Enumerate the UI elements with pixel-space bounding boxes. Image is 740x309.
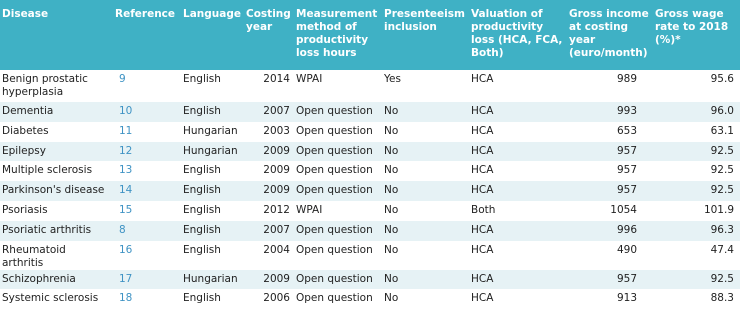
cell-costing-year: 2006	[263, 292, 290, 305]
cell-measurement-method: Open question	[296, 292, 373, 305]
cell-costing-year: 2007	[263, 223, 290, 236]
cell-wage-rate: 96.0	[710, 105, 734, 117]
cell-measurement-method: Open question	[296, 144, 373, 157]
cell-reference[interactable]: 18	[119, 292, 133, 305]
cell-reference[interactable]: 13	[119, 164, 133, 177]
cell-reference[interactable]: 11	[119, 124, 133, 137]
cell-costing-year: 2007	[263, 105, 290, 117]
table-row	[0, 142, 740, 162]
cell-measurement-method: WPAI	[296, 73, 323, 85]
cell-language: English	[183, 184, 221, 197]
cell-reference[interactable]: 8	[119, 223, 126, 236]
table-row	[0, 70, 740, 102]
cell-reference[interactable]: 17	[119, 272, 133, 285]
table-row	[0, 161, 740, 181]
cell-wage-rate: 95.6	[710, 73, 734, 85]
cell-measurement-method: Open question	[296, 243, 373, 256]
cell-gross-income: 989	[616, 73, 637, 85]
cell-presenteeism: No	[384, 164, 399, 177]
cell-presenteeism: No	[384, 203, 399, 216]
cell-wage-rate: 88.3	[710, 292, 734, 305]
table-row	[0, 181, 740, 201]
cell-valuation: HCA	[471, 144, 494, 157]
cell-measurement-method: Open question	[296, 124, 373, 137]
cell-costing-year: 2009	[263, 164, 290, 177]
table-row	[0, 289, 740, 309]
cell-presenteeism: No	[384, 292, 399, 305]
cell-valuation: HCA	[471, 184, 494, 197]
header-wage-rate: Gross wage rate to 2018 (%)*	[655, 8, 729, 46]
cell-presenteeism: No	[384, 124, 399, 137]
cell-measurement-method: Open question	[296, 164, 373, 177]
header-costing-year: Costing year	[246, 8, 291, 33]
header-valuation: Valuation of productivity loss (HCA, FCA, Both)	[471, 8, 563, 59]
table-row	[0, 241, 740, 270]
cell-language: English	[183, 292, 221, 305]
cell-costing-year: 2009	[263, 184, 290, 197]
header-measurement-method: Measurement method of productivity loss hours	[296, 8, 378, 59]
cell-valuation: HCA	[471, 272, 494, 285]
cell-gross-income: 993	[616, 105, 637, 117]
cell-costing-year: 2004	[263, 243, 290, 256]
cell-disease: Epilepsy	[2, 144, 46, 157]
cell-wage-rate: 101.9	[703, 203, 734, 216]
cell-disease: Multiple sclerosis	[2, 164, 93, 177]
cell-gross-income: 957	[616, 144, 637, 157]
cell-wage-rate: 96.3	[710, 223, 734, 236]
cell-valuation: HCA	[471, 164, 494, 177]
table-row	[0, 122, 740, 142]
cell-language: English	[183, 203, 221, 216]
cell-valuation: HCA	[471, 105, 494, 117]
cell-valuation: Both	[471, 203, 496, 216]
cell-disease: Systemic sclerosis	[2, 292, 99, 305]
cell-costing-year: 2014	[263, 73, 290, 85]
cell-reference[interactable]: 9	[119, 73, 126, 85]
table-row	[0, 102, 740, 122]
cell-gross-income: 957	[616, 164, 637, 177]
cell-wage-rate: 92.5	[710, 184, 734, 197]
cell-wage-rate: 92.5	[710, 144, 734, 157]
table-row	[0, 221, 740, 241]
cell-language: English	[183, 243, 221, 256]
cell-measurement-method: Open question	[296, 272, 373, 285]
cell-language: Hungarian	[183, 124, 238, 137]
cell-measurement-method: Open question	[296, 105, 373, 117]
cell-gross-income: 490	[616, 243, 637, 256]
cell-wage-rate: 63.1	[710, 124, 734, 137]
cell-presenteeism: No	[384, 243, 399, 256]
cell-disease: Diabetes	[2, 124, 49, 137]
cell-reference[interactable]: 10	[119, 105, 133, 117]
cell-gross-income: 913	[616, 292, 637, 305]
cell-costing-year: 2009	[263, 272, 290, 285]
cell-valuation: HCA	[471, 124, 494, 137]
cell-disease: Rheumatoid arthritis	[2, 243, 66, 269]
cell-language: English	[183, 223, 221, 236]
cell-language: English	[183, 73, 221, 85]
cell-wage-rate: 92.5	[710, 272, 734, 285]
header-row	[0, 0, 740, 70]
cell-presenteeism: No	[384, 184, 399, 197]
header-presenteeism: Presenteeism inclusion	[384, 8, 465, 33]
cell-reference[interactable]: 12	[119, 144, 133, 157]
header-reference: Reference	[115, 8, 176, 20]
table-body	[0, 70, 740, 309]
cell-valuation: HCA	[471, 73, 494, 85]
cell-presenteeism: No	[384, 105, 399, 117]
cell-reference[interactable]: 15	[119, 203, 133, 216]
cell-costing-year: 2009	[263, 144, 290, 157]
cell-gross-income: 653	[616, 124, 637, 137]
cell-costing-year: 2003	[263, 124, 290, 137]
cell-language: English	[183, 105, 221, 117]
cell-valuation: HCA	[471, 292, 494, 305]
cell-disease: Dementia	[2, 105, 54, 117]
cell-gross-income: 957	[616, 184, 637, 197]
table-header	[0, 0, 740, 70]
cell-costing-year: 2012	[263, 203, 290, 216]
cell-disease: Psoriatic arthritis	[2, 223, 92, 236]
cell-presenteeism: Yes	[384, 73, 401, 85]
cell-gross-income: 957	[616, 272, 637, 285]
cell-disease: Schizophrenia	[2, 272, 76, 285]
cell-disease: Benign prostatic hyperplasia	[2, 73, 88, 98]
header-language: Language	[183, 8, 241, 20]
cell-reference[interactable]: 14	[119, 184, 133, 197]
header-gross-income: Gross income at costing year (euro/month)	[569, 8, 649, 59]
cell-gross-income: 996	[616, 223, 637, 236]
cell-measurement-method: Open question	[296, 223, 373, 236]
cell-measurement-method: WPAI	[296, 203, 323, 216]
cell-presenteeism: No	[384, 223, 399, 236]
cell-valuation: HCA	[471, 243, 494, 256]
cell-disease: Psoriasis	[2, 203, 48, 216]
cell-wage-rate: 92.5	[710, 164, 734, 177]
header-disease: Disease	[2, 8, 49, 20]
table-row	[0, 201, 740, 221]
cell-reference[interactable]: 16	[119, 243, 133, 256]
cell-language: English	[183, 164, 221, 177]
cell-presenteeism: No	[384, 272, 399, 285]
cell-disease: Parkinson's disease	[2, 184, 105, 197]
cell-presenteeism: No	[384, 144, 399, 157]
cell-wage-rate: 47.4	[710, 243, 734, 256]
cell-valuation: HCA	[471, 223, 494, 236]
cell-gross-income: 1054	[610, 203, 637, 216]
cell-language: Hungarian	[183, 144, 238, 157]
cell-measurement-method: Open question	[296, 184, 373, 197]
table-row	[0, 270, 740, 290]
cell-language: Hungarian	[183, 272, 238, 285]
